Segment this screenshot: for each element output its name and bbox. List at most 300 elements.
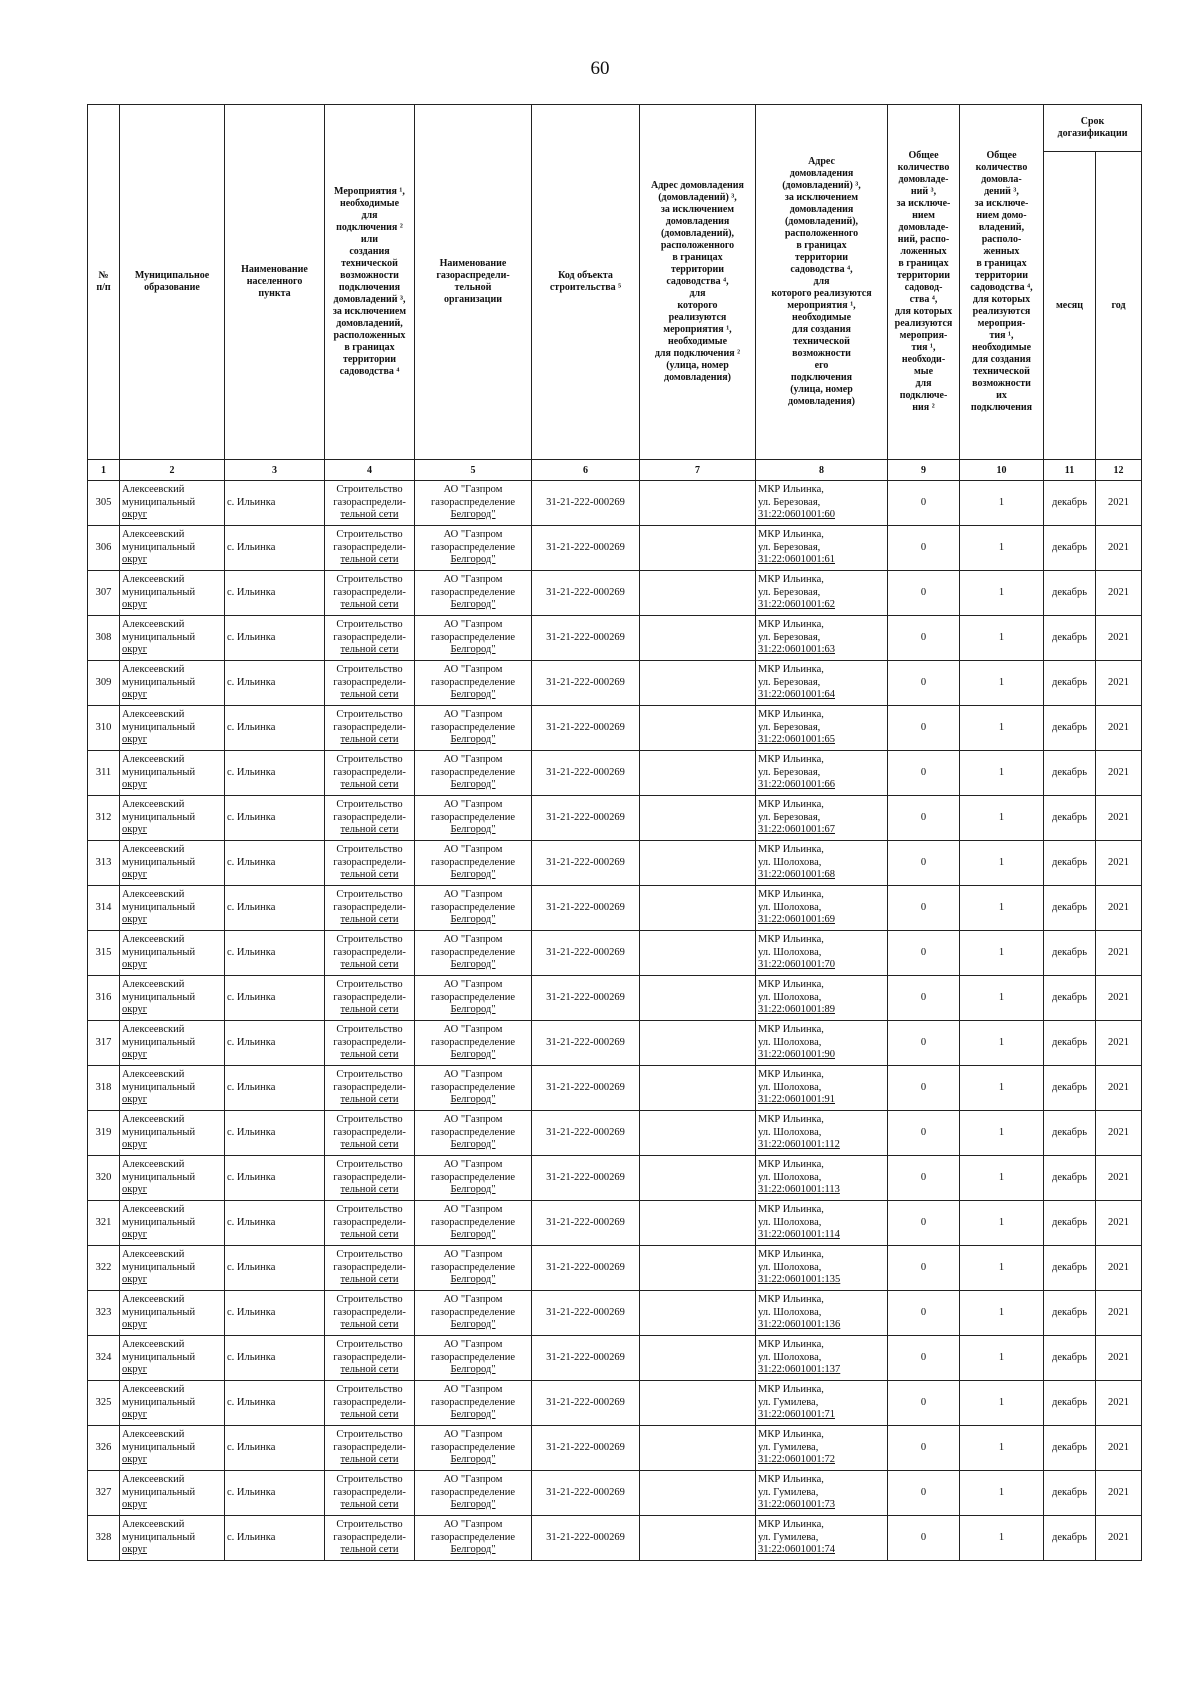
header-organization <box>415 105 532 460</box>
header-line: возможности <box>792 348 851 359</box>
municipality-cell-line: округ <box>122 1454 148 1466</box>
row-number: 305 <box>88 481 120 526</box>
settlement-cell: с. Ильинка <box>225 571 325 616</box>
organization-cell-line: Белгород" <box>450 554 496 566</box>
municipality-cell-line: Алексеевский <box>122 1114 185 1126</box>
address-connection-cell <box>640 976 756 1021</box>
municipality-cell-line: округ <box>122 734 148 746</box>
object-code-cell: 31-21-222-000269 <box>532 976 640 1021</box>
count-connection-cell: 0 <box>888 571 960 616</box>
gasification-table <box>87 104 1142 1561</box>
activity-cell-line: тельной сети <box>340 1454 399 1466</box>
count-connection-cell: 0 <box>888 751 960 796</box>
address-technical-cell-line: 31:22:0601001:62 <box>758 599 836 611</box>
municipality-cell-line: муниципальный <box>122 991 196 1003</box>
header-line: количество <box>897 162 950 173</box>
municipality-cell <box>120 1201 225 1246</box>
count-technical-cell: 1 <box>960 1111 1044 1156</box>
table-row <box>88 571 1142 616</box>
address-technical-cell-line: МКР Ильинка, <box>758 664 824 676</box>
organization-cell <box>415 1336 532 1381</box>
organization-cell <box>415 1201 532 1246</box>
organization-cell-line: АО "Газпром <box>443 1159 503 1171</box>
address-technical-cell <box>756 481 888 526</box>
table-row <box>88 526 1142 571</box>
address-technical-cell-line: ул. Шолохова, <box>758 1081 822 1093</box>
organization-cell-line: АО "Газпром <box>443 754 503 766</box>
address-connection-cell <box>640 1426 756 1471</box>
header-line: мые <box>913 366 934 377</box>
month-cell: декабрь <box>1044 1156 1096 1201</box>
header-line: домовладений ³, <box>333 294 406 305</box>
column-number: 4 <box>325 460 415 481</box>
address-technical-cell-line: МКР Ильинка, <box>758 1339 824 1351</box>
count-technical-cell: 1 <box>960 526 1044 571</box>
header-line: тельной <box>454 282 492 293</box>
header-line: № <box>98 270 109 281</box>
municipality-cell-line: Алексеевский <box>122 529 185 541</box>
activity-cell-line: тельной сети <box>340 689 399 701</box>
organization-cell-line: газораспределение <box>430 541 516 553</box>
activity-cell-line: Строительство <box>336 979 403 991</box>
municipality-cell <box>120 931 225 976</box>
address-technical-cell <box>756 571 888 616</box>
row-number: 324 <box>88 1336 120 1381</box>
header-line: (улица, номер <box>666 360 729 371</box>
address-technical-cell-line: 31:22:0601001:64 <box>758 689 836 701</box>
activity-cell-line: тельной сети <box>340 914 399 926</box>
header-line: для создания <box>792 324 851 335</box>
table-row <box>88 751 1142 796</box>
address-technical-cell-line: МКР Ильинка, <box>758 1024 824 1036</box>
header-line: расположенного <box>660 240 735 251</box>
municipality-cell-line: муниципальный <box>122 811 196 823</box>
header-line: Код объекта <box>558 270 613 281</box>
header-line: технической <box>341 258 398 269</box>
activity-cell <box>325 661 415 706</box>
row-number: 312 <box>88 796 120 841</box>
address-technical-cell-line: ул. Березовая, <box>758 676 821 688</box>
header-address-connection <box>640 105 756 460</box>
activity-cell-line: газораспредели- <box>333 1306 406 1318</box>
column-number: 7 <box>640 460 756 481</box>
table-row <box>88 796 1142 841</box>
month-cell: декабрь <box>1044 841 1096 886</box>
header-address-technical <box>756 105 888 460</box>
municipality-cell-line: округ <box>122 779 148 791</box>
activity-cell-line: газораспредели- <box>333 946 406 958</box>
count-technical-cell: 1 <box>960 841 1044 886</box>
address-connection-cell <box>640 1021 756 1066</box>
header-line: в границах <box>976 258 1027 269</box>
activity-cell-line: тельной сети <box>340 824 399 836</box>
organization-cell-line: газораспределение <box>430 1441 516 1453</box>
address-technical-cell-line: МКР Ильинка, <box>758 1294 824 1306</box>
count-connection-cell: 0 <box>888 1156 960 1201</box>
count-connection-cell: 0 <box>888 1336 960 1381</box>
settlement-cell: с. Ильинка <box>225 796 325 841</box>
year-cell: 2021 <box>1096 706 1142 751</box>
count-technical-cell: 1 <box>960 661 1044 706</box>
header-number <box>88 105 120 460</box>
address-technical-cell <box>756 841 888 886</box>
column-number: 5 <box>415 460 532 481</box>
count-connection-cell: 0 <box>888 661 960 706</box>
row-number: 325 <box>88 1381 120 1426</box>
header-line: подключения <box>338 282 401 293</box>
address-technical-cell-line: МКР Ильинка, <box>758 1249 824 1261</box>
municipality-cell <box>120 1516 225 1561</box>
column-number: 8 <box>756 460 888 481</box>
address-technical-cell <box>756 751 888 796</box>
activity-cell-line: тельной сети <box>340 959 399 971</box>
row-number: 321 <box>88 1201 120 1246</box>
table-row <box>88 886 1142 931</box>
month-cell: декабрь <box>1044 616 1096 661</box>
settlement-cell: с. Ильинка <box>225 1291 325 1336</box>
municipality-cell-line: Алексеевский <box>122 484 185 496</box>
organization-cell-line: газораспределение <box>430 1126 516 1138</box>
organization-cell <box>415 1381 532 1426</box>
municipality-cell-line: муниципальный <box>122 901 196 913</box>
activity-cell-line: тельной сети <box>340 599 399 611</box>
object-code-cell: 31-21-222-000269 <box>532 1516 640 1561</box>
settlement-cell: с. Ильинка <box>225 661 325 706</box>
year-cell: 2021 <box>1096 1066 1142 1111</box>
header-line: количество <box>975 162 1028 173</box>
activity-cell <box>325 526 415 571</box>
header-line: необходи- <box>901 354 946 365</box>
year-cell: 2021 <box>1096 616 1142 661</box>
row-number: 310 <box>88 706 120 751</box>
header-line: территории <box>896 270 951 281</box>
address-technical-cell <box>756 1426 888 1471</box>
municipality-cell-line: муниципальный <box>122 1216 196 1228</box>
header-line: которого <box>677 300 718 311</box>
organization-cell-line: газораспределение <box>430 631 516 643</box>
municipality-cell-line: муниципальный <box>122 1261 196 1273</box>
activity-cell-line: газораспредели- <box>333 766 406 778</box>
table-row <box>88 1111 1142 1156</box>
address-technical-cell <box>756 1291 888 1336</box>
activity-cell-line: тельной сети <box>340 734 399 746</box>
header-line: садоводства ⁴ <box>339 366 400 377</box>
column-number: 1 <box>88 460 120 481</box>
settlement-cell: с. Ильинка <box>225 976 325 1021</box>
address-technical-cell-line: 31:22:0601001:136 <box>758 1319 841 1331</box>
address-technical-cell-line: ул. Шолохова, <box>758 946 822 958</box>
address-technical-cell-line: 31:22:0601001:73 <box>758 1499 836 1511</box>
organization-cell-line: Белгород" <box>450 869 496 881</box>
organization-cell-line: АО "Газпром <box>443 1519 503 1531</box>
object-code-cell: 31-21-222-000269 <box>532 1111 640 1156</box>
activity-cell <box>325 751 415 796</box>
header-line: образование <box>144 282 200 293</box>
activity-cell-line: газораспредели- <box>333 1081 406 1093</box>
header-line: или <box>360 234 379 245</box>
municipality-cell-line: муниципальный <box>122 1396 196 1408</box>
count-technical-cell: 1 <box>960 571 1044 616</box>
month-cell: декабрь <box>1044 661 1096 706</box>
address-connection-cell <box>640 1381 756 1426</box>
count-technical-cell: 1 <box>960 1156 1044 1201</box>
activity-cell-line: газораспредели- <box>333 1171 406 1183</box>
activity-cell-line: газораспредели- <box>333 541 406 553</box>
address-technical-cell-line: 31:22:0601001:90 <box>758 1049 836 1061</box>
header-line: подключения ² <box>336 222 403 233</box>
municipality-cell-line: муниципальный <box>122 496 196 508</box>
address-connection-cell <box>640 1201 756 1246</box>
organization-cell-line: газораспределение <box>430 586 516 598</box>
count-connection-cell: 0 <box>888 1471 960 1516</box>
month-cell: декабрь <box>1044 481 1096 526</box>
address-technical-cell-line: 31:22:0601001:114 <box>758 1229 840 1241</box>
organization-cell-line: Белгород" <box>450 779 496 791</box>
organization-cell-line: газораспределение <box>430 721 516 733</box>
header-line: подключения <box>790 372 853 383</box>
organization-cell-line: Белгород" <box>450 644 496 656</box>
address-technical-cell-line: 31:22:0601001:68 <box>758 869 836 881</box>
year-cell: 2021 <box>1096 931 1142 976</box>
organization-cell-line: газораспределение <box>430 811 516 823</box>
header-line: для подключения ² <box>654 348 741 359</box>
activity-cell-line: Строительство <box>336 1114 403 1126</box>
address-connection-cell <box>640 1516 756 1561</box>
organization-cell-line: АО "Газпром <box>443 1429 503 1441</box>
year-cell: 2021 <box>1096 841 1142 886</box>
address-technical-cell-line: МКР Ильинка, <box>758 1474 824 1486</box>
settlement-cell: с. Ильинка <box>225 1021 325 1066</box>
organization-cell-line: Белгород" <box>450 1184 496 1196</box>
activity-cell-line: Строительство <box>336 529 403 541</box>
activity-cell-line: Строительство <box>336 619 403 631</box>
municipality-cell-line: муниципальный <box>122 1126 196 1138</box>
month-cell: декабрь <box>1044 526 1096 571</box>
address-technical-cell <box>756 1156 888 1201</box>
settlement-cell: с. Ильинка <box>225 1156 325 1201</box>
column-number: 9 <box>888 460 960 481</box>
municipality-cell <box>120 1291 225 1336</box>
activity-cell-line: Строительство <box>336 1339 403 1351</box>
column-number: 10 <box>960 460 1044 481</box>
settlement-cell: с. Ильинка <box>225 931 325 976</box>
object-code-cell: 31-21-222-000269 <box>532 526 640 571</box>
header-line: (улица, номер <box>790 384 853 395</box>
table-row <box>88 661 1142 706</box>
year-cell: 2021 <box>1096 1246 1142 1291</box>
settlement-cell: с. Ильинка <box>225 886 325 931</box>
municipality-cell-line: округ <box>122 1139 148 1151</box>
activity-cell <box>325 931 415 976</box>
month-cell: декабрь <box>1044 1516 1096 1561</box>
header-line: расположенных <box>333 330 406 341</box>
header-line: в границах <box>672 252 723 263</box>
year-cell: 2021 <box>1096 1381 1142 1426</box>
header-object-code <box>532 105 640 460</box>
municipality-cell-line: муниципальный <box>122 1081 196 1093</box>
address-technical-cell <box>756 1021 888 1066</box>
organization-cell-line: АО "Газпром <box>443 1204 503 1216</box>
municipality-cell <box>120 751 225 796</box>
year-cell: 2021 <box>1096 1471 1142 1516</box>
address-technical-cell-line: МКР Ильинка, <box>758 484 824 496</box>
municipality-cell-line: Алексеевский <box>122 754 185 766</box>
address-technical-cell-line: 31:22:0601001:89 <box>758 1004 836 1016</box>
header-month: месяц <box>1044 152 1096 460</box>
organization-cell-line: газораспределение <box>430 1396 516 1408</box>
header-settlement <box>225 105 325 460</box>
activity-cell-line: тельной сети <box>340 1274 399 1286</box>
address-technical-cell-line: 31:22:0601001:67 <box>758 824 836 836</box>
address-technical-cell <box>756 616 888 661</box>
address-technical-cell <box>756 1381 888 1426</box>
municipality-cell-line: муниципальный <box>122 1171 196 1183</box>
activity-cell <box>325 1426 415 1471</box>
address-technical-cell <box>756 1471 888 1516</box>
organization-cell-line: газораспределение <box>430 1351 516 1363</box>
organization-cell <box>415 886 532 931</box>
object-code-cell: 31-21-222-000269 <box>532 931 640 976</box>
organization-cell-line: газораспределение <box>430 676 516 688</box>
header-line: расположенного <box>784 228 859 239</box>
year-cell: 2021 <box>1096 1336 1142 1381</box>
organization-cell <box>415 976 532 1021</box>
year-cell: 2021 <box>1096 526 1142 571</box>
municipality-cell-line: Алексеевский <box>122 799 185 811</box>
header-line: за исключением <box>660 204 735 215</box>
column-number: 3 <box>225 460 325 481</box>
organization-cell-line: АО "Газпром <box>443 799 503 811</box>
header-line: мероприя- <box>977 318 1026 329</box>
municipality-cell-line: муниципальный <box>122 856 196 868</box>
header-line: владений, <box>978 222 1025 233</box>
count-technical-cell: 1 <box>960 1066 1044 1111</box>
header-line: их <box>996 390 1007 401</box>
municipality-cell-line: муниципальный <box>122 1441 196 1453</box>
municipality-cell-line: муниципальный <box>122 766 196 778</box>
address-connection-cell <box>640 1066 756 1111</box>
header-line: ния ² <box>912 402 935 413</box>
municipality-cell-line: Алексеевский <box>122 844 185 856</box>
activity-cell <box>325 1381 415 1426</box>
municipality-cell-line: Алексеевский <box>122 574 185 586</box>
address-connection-cell <box>640 1111 756 1156</box>
organization-cell <box>415 796 532 841</box>
organization-cell-line: газораспределение <box>430 1531 516 1543</box>
activity-cell <box>325 1156 415 1201</box>
header-line: садоводства ⁴, <box>970 282 1033 293</box>
count-technical-cell: 1 <box>960 1201 1044 1246</box>
header-line: домовладения) <box>788 396 855 407</box>
organization-cell <box>415 481 532 526</box>
municipality-cell-line: Алексеевский <box>122 1519 185 1531</box>
month-cell: декабрь <box>1044 1381 1096 1426</box>
activity-cell-line: тельной сети <box>340 779 399 791</box>
municipality-cell-line: округ <box>122 689 148 701</box>
table-row <box>88 931 1142 976</box>
count-connection-cell: 0 <box>888 796 960 841</box>
table-row <box>88 1156 1142 1201</box>
organization-cell-line: Белгород" <box>450 1409 496 1421</box>
activity-cell-line: газораспредели- <box>333 991 406 1003</box>
header-line: территории <box>974 270 1029 281</box>
address-technical-cell-line: 31:22:0601001:112 <box>758 1139 840 1151</box>
municipality-cell-line: округ <box>122 1004 148 1016</box>
address-technical-cell-line: ул. Гумилева, <box>758 1441 819 1453</box>
municipality-cell <box>120 1336 225 1381</box>
activity-cell-line: газораспредели- <box>333 586 406 598</box>
municipality-cell-line: Алексеевский <box>122 1294 185 1306</box>
header-line: нием <box>912 210 935 221</box>
activity-cell-line: газораспредели- <box>333 1531 406 1543</box>
header-line: территории <box>670 264 725 275</box>
organization-cell <box>415 1516 532 1561</box>
month-cell: декабрь <box>1044 1111 1096 1156</box>
municipality-cell <box>120 1111 225 1156</box>
count-technical-cell: 1 <box>960 1381 1044 1426</box>
object-code-cell: 31-21-222-000269 <box>532 1471 640 1516</box>
count-connection-cell: 0 <box>888 1111 960 1156</box>
address-technical-cell-line: МКР Ильинка, <box>758 979 824 991</box>
header-line: в границах <box>796 240 847 251</box>
activity-cell-line: газораспредели- <box>333 631 406 643</box>
organization-cell <box>415 661 532 706</box>
address-technical-cell-line: 31:22:0601001:61 <box>758 554 836 566</box>
header-line: территории <box>342 354 397 365</box>
organization-cell-line: АО "Газпром <box>443 844 503 856</box>
header-line: ний ³, <box>910 186 937 197</box>
count-technical-cell: 1 <box>960 1426 1044 1471</box>
organization-cell-line: газораспределение <box>430 496 516 508</box>
header-line: домовла- <box>981 174 1022 185</box>
municipality-cell <box>120 616 225 661</box>
organization-cell-line: Белгород" <box>450 509 496 521</box>
activity-cell-line: тельной сети <box>340 1184 399 1196</box>
settlement-cell: с. Ильинка <box>225 1246 325 1291</box>
year-cell: 2021 <box>1096 796 1142 841</box>
row-number: 322 <box>88 1246 120 1291</box>
municipality-cell-line: округ <box>122 1544 148 1556</box>
address-connection-cell <box>640 886 756 931</box>
municipality-cell-line: округ <box>122 959 148 971</box>
municipality-cell-line: округ <box>122 1499 148 1511</box>
header-line: для <box>813 276 830 287</box>
address-technical-cell-line: ул. Шолохова, <box>758 901 822 913</box>
header-line: домовладения) <box>664 372 731 383</box>
organization-cell <box>415 1021 532 1066</box>
row-number: 328 <box>88 1516 120 1561</box>
activity-cell <box>325 1111 415 1156</box>
table-row <box>88 706 1142 751</box>
municipality-cell-line: округ <box>122 824 148 836</box>
count-technical-cell: 1 <box>960 976 1044 1021</box>
settlement-cell: с. Ильинка <box>225 1201 325 1246</box>
organization-cell-line: газораспределение <box>430 1486 516 1498</box>
address-technical-cell-line: ул. Березовая, <box>758 811 821 823</box>
municipality-cell <box>120 796 225 841</box>
municipality-cell-line: Алексеевский <box>122 1024 185 1036</box>
count-technical-cell: 1 <box>960 751 1044 796</box>
header-line: реализуются <box>668 312 727 323</box>
municipality-cell-line: муниципальный <box>122 1531 196 1543</box>
municipality-cell-line: округ <box>122 1094 148 1106</box>
organization-cell-line: Белгород" <box>450 1364 496 1376</box>
activity-cell-line: газораспредели- <box>333 1036 406 1048</box>
activity-cell-line: тельной сети <box>340 869 399 881</box>
address-technical-cell-line: МКР Ильинка, <box>758 1159 824 1171</box>
municipality-cell-line: Алексеевский <box>122 709 185 721</box>
organization-cell-line: АО "Газпром <box>443 1114 503 1126</box>
